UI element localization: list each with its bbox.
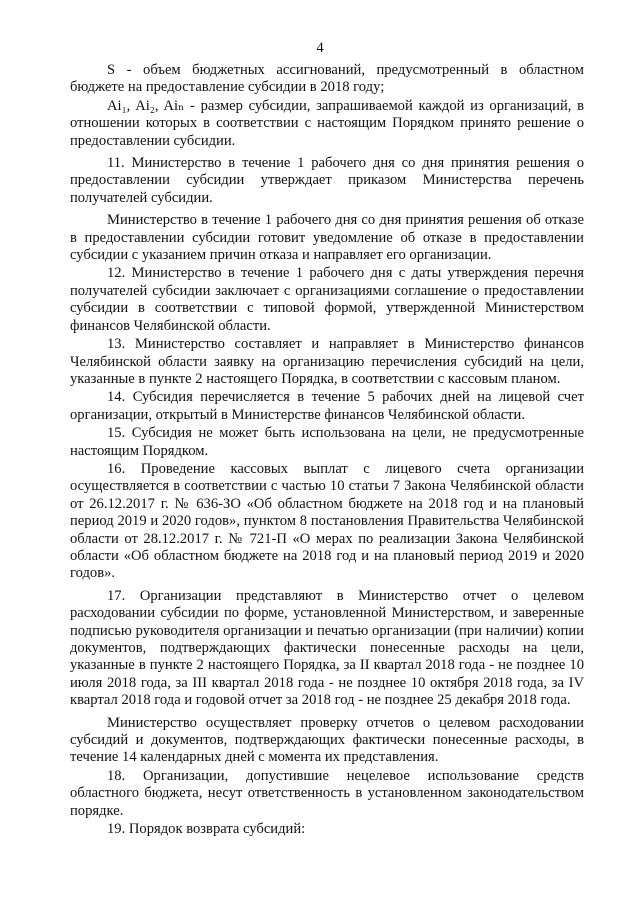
paragraph-refusal-notice: Министерство в течение 1 рабочего дня со дня принятия решения об отказе в предоставлении субсидии готовит уведомление об отказе в предоставлении субсидии с указанием причин отказа и направляет его организации. <box>70 212 584 264</box>
paragraph-12: 12. Министерство в течение 1 рабочего дня с даты утверждения перечня получателей субсидии заключает с организациями соглашение о предоставлении субсидии в соответствии с типовой формой, утвержденной Министерством финансов Челябинской области. <box>70 265 584 334</box>
paragraph-18: 18. Организации, допустившие нецелевое использование средств областного бюджета, несут ответственность в установленном законодательством порядке. <box>70 767 584 819</box>
document-body <box>70 62 584 839</box>
paragraph-17: 17. Организации представляют в Министерство отчет о целевом расходовании субсидии по форме, установленной Министерством, и заверенные подписью руководителя организации и печатью организации (при наличии) копии документов, подтверждающих фактически понесенные расходы на цели, указанные в пункте 2 настоящего Порядка, за II квартал 2018 года - не позднее 10 июля 2018 года, за III квартал 2018 года - не позднее 10 октября 2018 года, за IV квартал 2018 года и годовой отчет за 2018 год - не позднее 25 декабря 2018 года. <box>70 587 584 709</box>
paragraph-report-verification: Министерство осуществляет проверку отчетов о целевом расходовании субсидий и документов, подтверждающих фактически понесенные расходы, в течение 14 календарных дней с момента их представления. <box>70 714 584 766</box>
paragraph-16: 16. Проведение кассовых выплат с лицевого счета организации осуществляется в соответствии с частью 10 статьи 7 Закона Челябинской области от 26.12.2017 г. № 636-ЗО «Об областном бюджете на 2018 год и на плановый период 2019 и 2020 годов», пунктом 8 постановления Правительства Челябинской области от 28.12.2017 г. № 721-П «О мерах по реализации Закона Челябинской области «Об областном бюджете на 2018 год и на плановый период 2019 и 2020 годов». <box>70 460 584 582</box>
paragraph-15: 15. Субсидия не может быть использована на цели, не предусмотренные настоящим Порядком. <box>70 425 584 459</box>
paragraph-budget-definition: S - объем бюджетных ассигнований, предусмотренный в областном бюджете на предоставление субсидии в 2018 году; <box>70 62 584 96</box>
paragraph-14: 14. Субсидия перечисляется в течение 5 рабочих дней на лицевой счет организации, открытый в Министерстве финансов Челябинской области. <box>70 389 584 423</box>
paragraph-11: 11. Министерство в течение 1 рабочего дня со дня принятия решения о предоставлении субсидии утверждает приказом Министерства перечень получателей субсидии. <box>70 155 584 206</box>
paragraph-13: 13. Министерство составляет и направляет в Министерство финансов Челябинской области заявку на организацию перечисления субсидий на цели, указанные в пункте 2 настоящего Порядка, в соответствии с кассовым планом. <box>70 336 584 387</box>
paragraph-19: 19. Порядок возврата субсидий: <box>107 821 306 838</box>
page-number: 4 <box>316 40 324 56</box>
paragraph-subsidy-size-definition: Ai₁, Ai₂, Aiₙ - размер субсидии, запрашиваемой каждой из организаций, в отношении которых в соответствии с настоящим Порядком принято решение о предоставлении субсидии. <box>70 97 584 149</box>
